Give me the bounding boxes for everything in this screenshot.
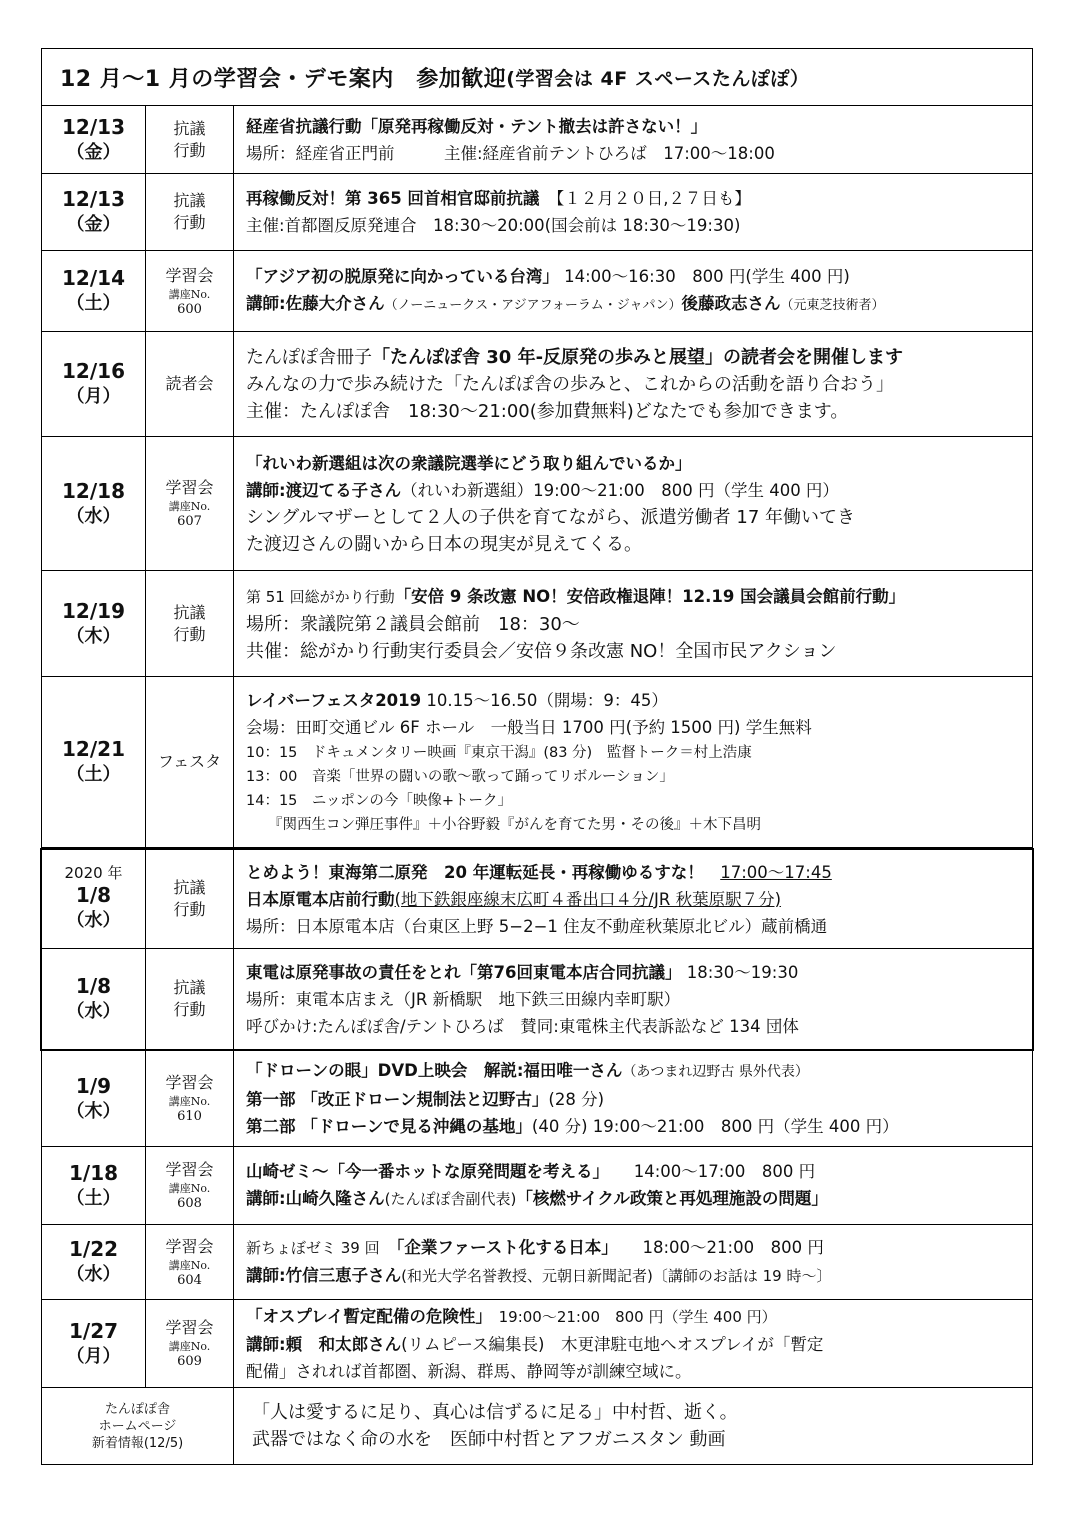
event-type-cell xyxy=(146,174,234,250)
event-time: 18:30～19:30 xyxy=(681,962,799,982)
event-details xyxy=(234,1225,1032,1299)
event-type: 学習会 xyxy=(165,1160,214,1179)
event-date: 1/8 xyxy=(75,883,112,907)
event-date: 1/22 xyxy=(68,1237,119,1261)
course-label: 講座No. xyxy=(168,287,211,301)
event-details xyxy=(234,1051,1032,1146)
event-row xyxy=(42,677,1032,848)
event-type: 抗議 xyxy=(173,978,206,997)
homepage-link[interactable]: ホームページ xyxy=(98,1418,177,1434)
course-label: 講座No. xyxy=(168,500,211,513)
event-type-cell xyxy=(146,1147,234,1224)
event-row xyxy=(42,1225,1032,1300)
event-details xyxy=(234,332,1032,436)
speaker-name: 後藤政志さん xyxy=(681,294,781,313)
event-row xyxy=(40,848,1034,949)
event-type: 読者会 xyxy=(165,374,214,393)
event-details xyxy=(234,106,1032,173)
schedule-title: 12 月～1 月の学習会・デモ案内 参加歓迎 xyxy=(60,66,507,92)
course-number: 604 xyxy=(177,1272,202,1288)
event-type: 抗議 xyxy=(173,191,206,210)
event-type-cell xyxy=(146,1225,234,1299)
program-duration: (28 分) xyxy=(548,1090,605,1109)
event-weekday: （金） xyxy=(66,214,121,235)
course-number: 608 xyxy=(177,1196,202,1211)
event-weekday: （木） xyxy=(66,1100,121,1122)
event-weekday: （土） xyxy=(66,764,121,785)
event-title: 「安倍 9 条改憲 NO！安倍政権退陣！12.19 国会議員会館前行動」 xyxy=(394,586,906,606)
program-item: 13：00 音楽「世界の闘いの歌～歌って踊ってリボルーション」 xyxy=(246,769,674,785)
event-type: 行動 xyxy=(173,213,206,232)
event-details xyxy=(234,571,1032,676)
event-title: 再稼働反対！第 365 回首相官邸前抗議 xyxy=(246,189,540,208)
event-date-cell xyxy=(42,106,146,173)
event-date-cell xyxy=(42,251,146,331)
event-title: 「たんぽぽ舎 30 年-反原発の歩みと展望」の読者会を開催します xyxy=(372,346,904,368)
event-title: 「オスプレイ暫定配備の危険性」 xyxy=(246,1306,484,1326)
event-date: 12/21 xyxy=(62,737,125,761)
event-details xyxy=(234,850,1032,948)
event-date-cell xyxy=(42,850,146,948)
homepage-news-date: 新着情報(12/5) xyxy=(91,1435,184,1451)
course-number: 610 xyxy=(177,1109,202,1124)
event-info: 場所：経産省正門前 主催:経産省前テントひろば 17:00～18:00 xyxy=(246,143,775,163)
event-title: 「れいわ新選組は次の衆議院選挙にどう取り組んでいるか」 xyxy=(246,453,692,473)
event-schedule-table xyxy=(41,48,1033,1465)
event-row xyxy=(42,1051,1032,1147)
event-description: 配備」されれば首都圏、新潟、群馬、静岡等が訓練空域に。 xyxy=(246,1361,692,1381)
event-type: 行動 xyxy=(173,140,206,160)
homepage-label-cell[interactable] xyxy=(42,1388,234,1464)
event-date-cell xyxy=(42,1147,146,1224)
speaker-name: 講師:竹信三恵子さん xyxy=(246,1266,402,1285)
event-venue: 会場：田町交通ビル 6F ホール 一般当日 1700 円(予約 1500 円) 学生無料 xyxy=(246,718,812,737)
event-row xyxy=(42,571,1032,677)
news-item: 「人は愛するに足り、真心は信ずるに足る」中村哲、逝く。 xyxy=(252,1402,738,1423)
event-description: た渡辺さんの闘いから日本の現実が見えてくる。 xyxy=(246,533,642,555)
speaker-name: 講師:佐藤大介さん xyxy=(246,294,385,313)
event-row xyxy=(42,437,1032,571)
event-venue: 場所：日本原電本店（台東区上野 5−2−1 住友不動産秋葉原北ビル）蔵前橋通 xyxy=(246,916,828,936)
event-date-cell xyxy=(42,677,146,847)
event-type: 抗議 xyxy=(173,878,206,897)
event-weekday: （土） xyxy=(66,1187,121,1209)
event-type: 行動 xyxy=(173,1000,206,1019)
event-info: みんなの力で歩み続けた「たんぽぽ舎の歩みと、これからの活動を語り合おう」 xyxy=(246,373,894,395)
event-info: 10.15～16.50（開場：9：45） xyxy=(421,691,668,710)
event-type-cell xyxy=(146,251,234,331)
course-number: 607 xyxy=(177,514,202,529)
event-details xyxy=(234,251,1032,331)
program-item: 10：15 ドキュメンタリー映画『東京干潟』(83 分) 監督トーク＝村上浩康 xyxy=(246,745,752,761)
event-type: 抗議 xyxy=(173,602,206,622)
schedule-header xyxy=(42,49,1032,106)
event-date: 12/16 xyxy=(62,359,125,383)
event-date: 1/27 xyxy=(68,1318,119,1343)
event-title: 日本原電本店前行動 xyxy=(246,889,395,909)
event-details xyxy=(234,1147,1032,1224)
event-row xyxy=(42,1300,1032,1388)
event-info: 14:00～16:30 800 円(学生 400 円) xyxy=(558,267,850,286)
program-item: 『関西生コン弾圧事件』＋小谷野毅『がんを育てた男・その後』＋木下昌明 xyxy=(268,817,761,833)
event-info: （れいわ新選組）19:00～21:00 800 円（学生 400 円） xyxy=(401,480,839,500)
event-weekday: （金） xyxy=(66,141,121,163)
event-type-cell xyxy=(146,949,234,1049)
event-weekday: （木） xyxy=(66,625,121,647)
event-prefix: 新ちょぼゼミ 39 回 xyxy=(246,1239,380,1257)
course-label: 講座No. xyxy=(168,1340,211,1353)
event-date-cell xyxy=(42,1300,146,1387)
event-info: 18:00～21:00 800 円 xyxy=(609,1238,824,1257)
event-date: 12/13 xyxy=(62,187,125,211)
event-info: 主催：たんぽぽ舎 18:30～21:00(参加費無料)どなたでも参加できます。 xyxy=(246,400,849,422)
event-details xyxy=(234,1300,1032,1387)
program-part: 第一部 「改正ドローン規制法と辺野古」 xyxy=(246,1090,549,1109)
event-row xyxy=(42,251,1032,332)
event-description: (リムピース編集長) 木更津駐屯地へオスプレイが「暫定 xyxy=(401,1334,824,1354)
course-label: 講座No. xyxy=(168,1182,211,1195)
event-date: 1/9 xyxy=(75,1073,112,1098)
speaker-name: 講師:頼 和太郎さん xyxy=(246,1334,402,1354)
event-weekday: （水） xyxy=(66,1264,121,1285)
program-part: 第二部 「ドローンで見る沖縄の基地」 xyxy=(246,1117,532,1136)
event-title: 山崎ゼミ～「今一番ホットな原発問題を考える」 xyxy=(246,1162,601,1181)
event-date: 1/18 xyxy=(68,1160,119,1185)
speaker-affiliation: (和光大学名誉教授、元朝日新聞記者)〔講師のお話は 19 時～〕 xyxy=(401,1267,832,1285)
event-type: 行動 xyxy=(173,624,206,644)
event-type: 行動 xyxy=(173,900,206,919)
event-type: 学習会 xyxy=(165,1318,214,1337)
event-row xyxy=(40,949,1034,1051)
course-number: 609 xyxy=(177,1354,202,1369)
event-type: 学習会 xyxy=(165,1073,214,1092)
event-type-cell xyxy=(146,1300,234,1387)
event-type: 学習会 xyxy=(165,265,214,285)
event-row xyxy=(42,106,1032,174)
event-date-cell xyxy=(42,1051,146,1146)
event-title: 経産省抗議行動「原発再稼働反対・テント撤去は許さない！」 xyxy=(246,116,708,136)
event-title: 「ドローンの眼」DVD上映会 解説:福田唯一さん xyxy=(246,1061,623,1080)
event-info: 主催:首都圏反原発連合 18:30～20:00(国会前は 18:30～19:30) xyxy=(246,216,741,235)
event-info: 場所：衆議院第２議員会館前 18：30～ xyxy=(246,613,580,635)
event-title: とめよう！東海第二原発 20 年運転延長・再稼働ゆるすな！ xyxy=(246,862,704,882)
event-date-cell xyxy=(42,174,146,250)
event-details xyxy=(234,677,1032,847)
event-prefix: たんぽぽ舎冊子 xyxy=(246,346,372,368)
event-type: 抗議 xyxy=(173,118,206,138)
event-weekday: （水） xyxy=(66,505,121,527)
event-year: 2020 年 xyxy=(64,864,123,882)
event-venue: 場所：東電本店まえ（JR 新橋駅 地下鉄三田線内幸町駅） xyxy=(246,989,681,1009)
program-item: 14：15 ニッポンの今「映像+トーク」 xyxy=(246,793,512,809)
event-title: 「企業ファースト化する日本」 xyxy=(396,1238,610,1257)
homepage-news-row xyxy=(42,1388,1032,1464)
event-weekday: （月） xyxy=(66,1345,121,1367)
event-details xyxy=(234,174,1032,250)
news-item[interactable]: 武器ではなく命の水を 医師中村哲とアフガニスタン 動画 xyxy=(252,1429,726,1450)
event-details xyxy=(234,437,1032,570)
event-info: 19:00～21:00 800 円（学生 400 円） xyxy=(483,1307,777,1326)
event-type: フェスタ xyxy=(157,752,222,771)
event-row xyxy=(42,174,1032,251)
event-type-cell xyxy=(146,571,234,676)
event-date-cell xyxy=(42,437,146,570)
speaker-name: 講師:渡辺てる子さん xyxy=(246,480,402,500)
event-date-cell xyxy=(42,949,146,1049)
event-date: 12/13 xyxy=(62,114,125,139)
event-type-cell xyxy=(146,106,234,173)
event-type-cell xyxy=(146,850,234,948)
event-type: 学習会 xyxy=(165,478,214,497)
lecture-title: 「核燃サイクル政策と再処理施設の問題」 xyxy=(516,1189,828,1208)
event-weekday: （水） xyxy=(66,1001,121,1022)
event-date-cell xyxy=(42,571,146,676)
event-info: 14:00～17:00 800 円 xyxy=(600,1162,816,1181)
speaker-affiliation: （元東芝技術者） xyxy=(780,298,885,313)
event-type-cell xyxy=(146,677,234,847)
schedule-subtitle: (学習会は 4F スペースたんぽぽ） xyxy=(506,67,810,90)
event-time: 17:00～17:45 xyxy=(720,862,832,882)
event-type: 学習会 xyxy=(165,1236,214,1256)
event-access: (地下鉄銀座線末広町４番出口４分/JR 秋葉原駅７分) xyxy=(394,889,782,909)
event-details xyxy=(234,949,1032,1049)
event-prefix: 第 51 回総がかり行動 xyxy=(246,587,395,606)
speaker-affiliation: （ノーニュークス・アジアフォーラム・ジャパン） xyxy=(384,298,682,313)
course-label: 講座No. xyxy=(168,1258,211,1272)
event-title: レイバーフェスタ2019 xyxy=(246,691,422,710)
event-date-cell xyxy=(42,332,146,436)
event-type-cell xyxy=(146,332,234,436)
event-weekday: （水） xyxy=(66,910,121,931)
event-title: 東電は原発事故の責任をとれ「第76回東電本店合同抗議」 xyxy=(246,962,682,982)
homepage-org: たんぽぽ舎 xyxy=(104,1401,170,1417)
speaker-affiliation: （あつまれ辺野古 県外代表） xyxy=(622,1064,809,1080)
event-date: 12/14 xyxy=(62,266,125,290)
speaker-affiliation: (たんぽぽ舎副代表) xyxy=(384,1190,517,1208)
event-title: 「アジア初の脱原発に向かっている台湾」 xyxy=(246,267,559,286)
event-row xyxy=(42,1147,1032,1225)
homepage-news xyxy=(234,1388,1032,1464)
event-description: シングルマザーとして２人の子供を育てながら、派遣労働者 17 年働いてき xyxy=(246,506,855,528)
event-date-cell xyxy=(42,1225,146,1299)
event-date: 1/8 xyxy=(75,974,112,998)
event-info: 共催：総がかり行動実行委員会／安倍９条改憲 NO！全国市民アクション xyxy=(246,640,837,662)
speaker-name: 講師:山崎久隆さん xyxy=(246,1189,385,1208)
event-weekday: （土） xyxy=(66,293,121,314)
event-type-cell xyxy=(146,1051,234,1146)
event-weekday: （月） xyxy=(66,386,121,407)
course-label: 講座No. xyxy=(168,1095,211,1108)
event-date: 12/19 xyxy=(62,598,125,623)
event-type-cell xyxy=(146,437,234,570)
event-row xyxy=(42,332,1032,437)
event-info: (40 分) 19:00～21:00 800 円（学生 400 円） xyxy=(531,1117,899,1136)
event-organizers: 呼びかけ:たんぽぽ舎/テントひろば 賛同:東電株主代表訴訟など 134 団体 xyxy=(246,1016,799,1036)
course-number: 600 xyxy=(177,301,202,317)
event-note: 【１２月２０日,２７日も】 xyxy=(539,189,751,208)
event-date: 12/18 xyxy=(62,478,125,503)
